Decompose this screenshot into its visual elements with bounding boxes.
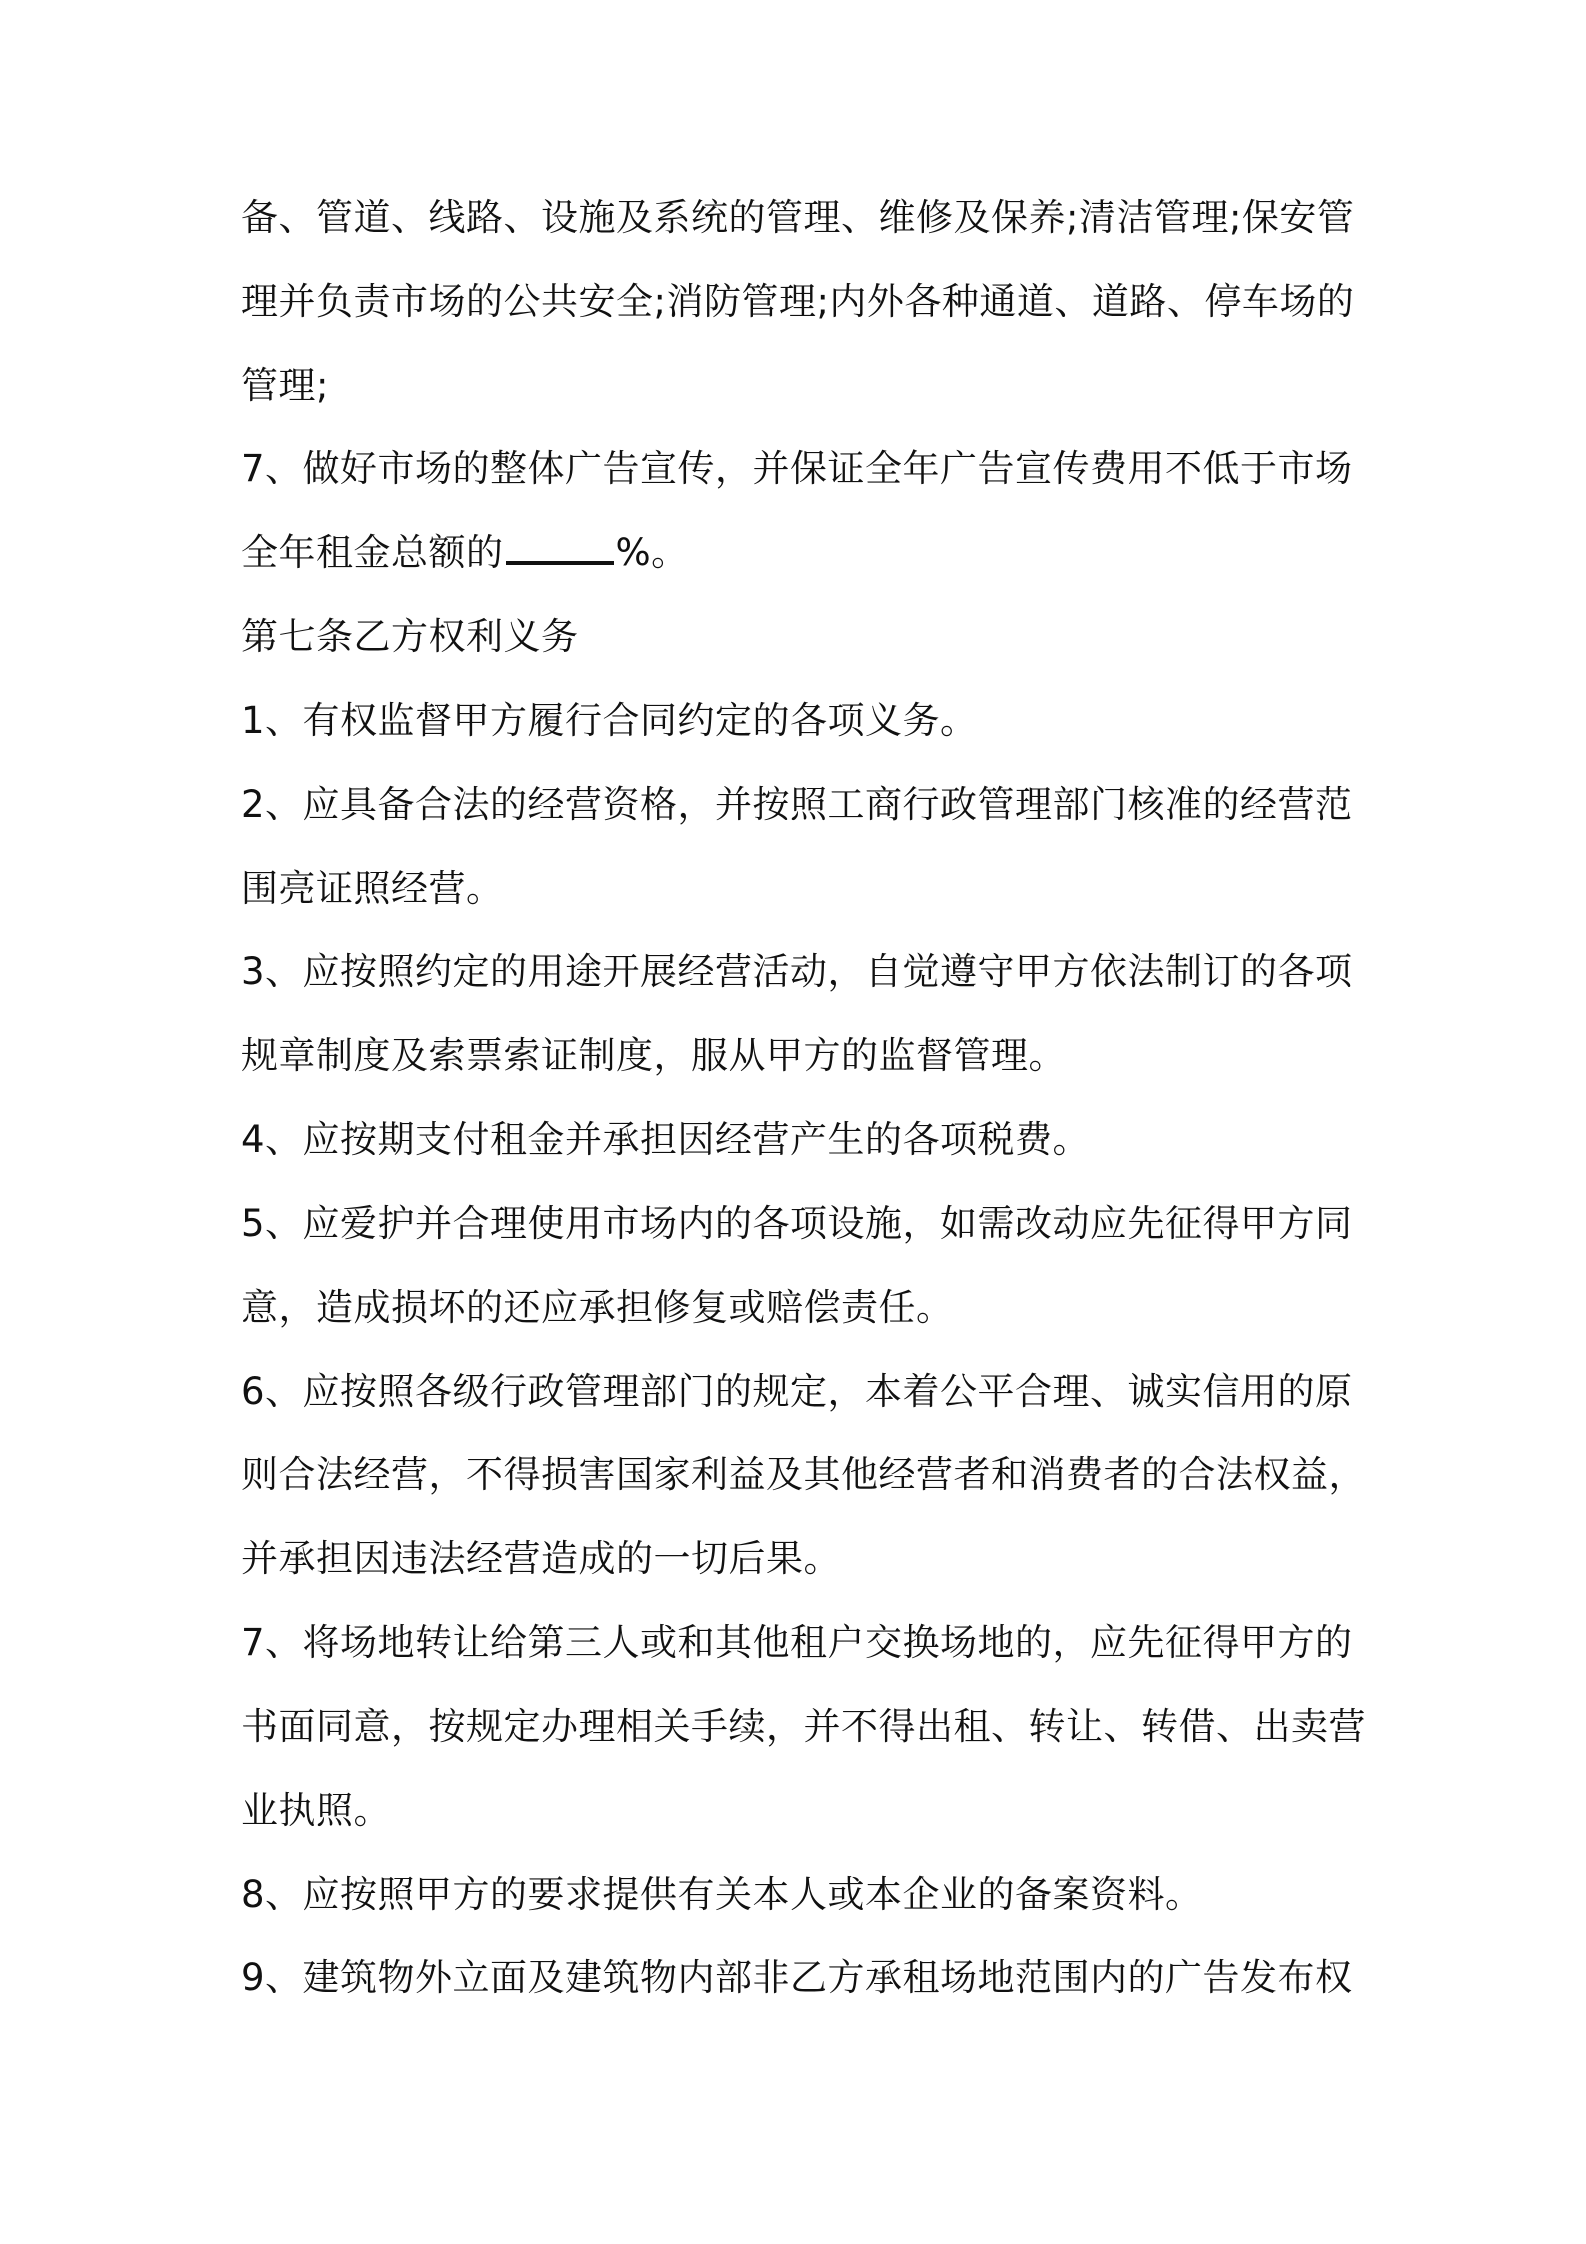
text-line-3: 管理; — [241, 364, 329, 407]
text-line-12: 4、应按期支付租金并承担因经营产生的各项税费。 — [241, 1118, 1091, 1161]
text-line-7: 1、有权监督甲方履行合同约定的各项义务。 — [241, 699, 978, 742]
text-line-9: 围亮证照经营。 — [241, 867, 504, 910]
text-line-2: 理并负责市场的公共安全;消防管理;内外各种通道、道路、停车场的 — [241, 280, 1355, 323]
text-line-5-part-2: %。 — [615, 531, 689, 574]
text-line-20: 业执照。 — [241, 1789, 391, 1832]
text-line-5-part-1: 全年租金总额的 — [241, 531, 504, 574]
text-line-15: 6、应按照各级行政管理部门的规定，本着公平合理、诚实信用的原 — [241, 1370, 1353, 1413]
text-line-13: 5、应爱护并合理使用市场内的各项设施，如需改动应先征得甲方同 — [241, 1202, 1353, 1245]
text-line-5 — [241, 531, 689, 575]
text-line-22: 9、建筑物外立面及建筑物内部非乙方承租场地范围内的广告发布权 — [241, 1956, 1353, 1999]
text-line-18: 7、将场地转让给第三人或和其他租户交换场地的，应先征得甲方的 — [241, 1621, 1353, 1664]
text-line-19: 书面同意，按规定办理相关手续，并不得出租、转让、转借、出卖营 — [241, 1705, 1366, 1748]
text-line-11: 规章制度及索票索证制度，服从甲方的监督管理。 — [241, 1034, 1066, 1077]
text-line-14: 意，造成损坏的还应承担修复或赔偿责任。 — [241, 1286, 954, 1329]
section-heading: 第七条乙方权利义务 — [241, 615, 579, 658]
text-line-1: 备、管道、线路、设施及系统的管理、维修及保养;清洁管理;保安管 — [241, 196, 1355, 239]
text-line-21: 8、应按照甲方的要求提供有关本人或本企业的备案资料。 — [241, 1873, 1203, 1916]
text-line-4: 7、做好市场的整体广告宣传，并保证全年广告宣传费用不低于市场 — [241, 447, 1353, 490]
text-line-8: 2、应具备合法的经营资格，并按照工商行政管理部门核准的经营范 — [241, 783, 1353, 826]
text-line-17: 并承担因违法经营造成的一切后果。 — [241, 1537, 841, 1580]
text-line-10: 3、应按照约定的用途开展经营活动，自觉遵守甲方依法制订的各项 — [241, 950, 1353, 993]
fill-in-blank — [506, 531, 614, 565]
text-line-16: 则合法经营，不得损害国家利益及其他经营者和消费者的合法权益， — [241, 1453, 1366, 1496]
